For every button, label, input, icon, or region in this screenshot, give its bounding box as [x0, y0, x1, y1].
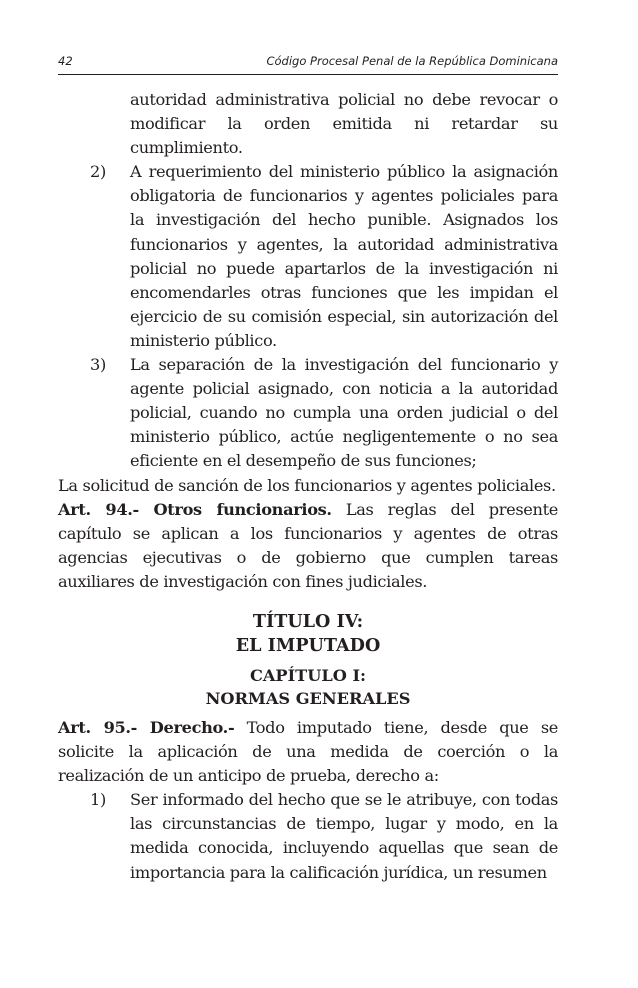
page-body: [58, 88, 558, 885]
list-item-number: 3): [90, 355, 106, 375]
running-title: Código Procesal Penal de la República Dominicana: [266, 54, 558, 68]
list-item-number: 1): [90, 790, 106, 810]
list-item-text: La separación de la investigación del funcionario y agente policial asignado, con noticia a la autoridad policial, cuando no cumpla una orden judicial o del ministerio público, actúe negligentemente o no sea eficiente en el desempeño de sus funciones;: [130, 355, 558, 471]
chapter-number: CAPÍTULO I:: [249, 665, 367, 685]
title-name: EL IMPUTADO: [235, 634, 381, 656]
chapter-name: NORMAS GENERALES: [205, 688, 411, 708]
page-header: [58, 54, 558, 70]
article-95-text: Todo imputado tiene, desde que se solicite la aplicación de una medida de coerción o la realización de un anticipo de prueba, derecho a:: [58, 717, 559, 786]
title-heading: [58, 610, 558, 658]
list-item-text: Ser informado del hecho que se le atribuye, con todas las circunstancias de tiempo, lugar y modo, en la medida conocida, incluyendo aquellas que sean de importancia para la calificación jurídica, un resumen: [130, 790, 558, 882]
chapter-heading: [58, 664, 558, 710]
article-94-text: Las reglas del presente capítulo se aplican a los funcionarios y agentes de otras agencias ejecutivas o de gobierno que cumplen tareas auxiliares de investigación con fines judiciales.: [58, 499, 558, 591]
article-94: [58, 498, 558, 594]
list-item-text: A requerimiento del ministerio público la asignación obligatoria de funcionarios y agentes policiales para la investigación del hecho punible. Asignados los funcionarios y agentes, la autoridad administrativa policial no puede apartarlos de la investigación ni encomendarles otras funciones que les impidan el ejercicio de su comisión especial, sin autorización del ministerio público.: [130, 162, 558, 350]
article-95: [58, 716, 558, 788]
list-item: [58, 160, 558, 353]
continuation-paragraph: autoridad administrativa policial no debe revocar o modificar la orden emitida ni retardar su cumplimiento.: [130, 90, 558, 158]
list-item-number: 2): [90, 162, 106, 182]
header-divider: [58, 74, 558, 75]
title-number: TÍTULO IV:: [252, 610, 364, 632]
list-item: [58, 788, 558, 884]
list-item: [58, 353, 558, 473]
article-94-heading: Art. 94.- Otros funcionarios.: [58, 499, 332, 519]
closing-paragraph: La solicitud de sanción de los funcionarios y agentes policiales.: [58, 475, 556, 495]
article-95-heading: Art. 95.- Derecho.-: [58, 717, 235, 737]
page-number: 42: [58, 54, 73, 68]
